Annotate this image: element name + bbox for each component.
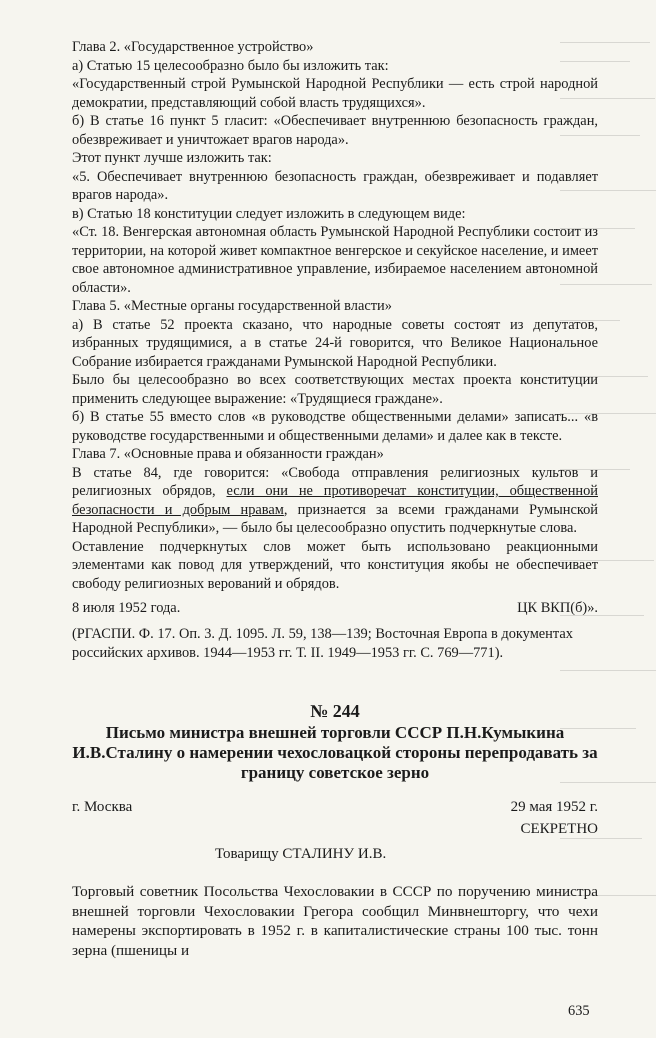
document-number: № 244 (310, 701, 360, 721)
paragraph: «Ст. 18. Венгерская автономная область Румынской Народной Республики состоит из территории, на которой живет компактное венгерское и секуйское население, и имеет свое автономное административное управление, избираемое населением автономной области». (72, 224, 598, 296)
document-date: 29 мая 1952 г. (510, 799, 598, 815)
underlined-phrase: если они не противоречат конституции, общественной безопасности и добрым нравам (72, 483, 598, 518)
paragraph: в) Статью 18 конституции следует изложить в следующем виде: (72, 205, 466, 222)
chapter-2-heading: Глава 2. «Государственное устройство» (72, 39, 314, 55)
paragraph: б) В статье 16 пункт 5 гласит: «Обеспечивает внутреннюю безопасность граждан, обезвреживает и уничтожает врагов народа». (72, 113, 598, 148)
page-number: 635 (568, 1003, 590, 1019)
classification-stamp: СЕКРЕТНО (520, 821, 598, 837)
paragraph: а) Статью 15 целесообразно было бы изложить так: (72, 57, 389, 74)
closing-date: 8 июля 1952 года. (72, 600, 181, 616)
chapter-5-heading: Глава 5. «Местные органы государственной власти» (72, 298, 392, 314)
paragraph: а) В статье 52 проекта сказано, что народные советы состоят из депутатов, избранных трудящимися, а в статье 24-й говорится, что Великое Национальное Собрание избирается гражданами Румынской Народной Республики. (72, 316, 598, 370)
archive-source-reference: (РГАСПИ. Ф. 17. Оп. 3. Д. 1095. Л. 59, 138—139; Восточная Европа в документах российских архивов. 1944—1953 гг. Т. II. 1949—1953 гг. С. 769—771). (72, 626, 573, 661)
document-place: г. Москва (72, 799, 133, 815)
paragraph: Этот пункт лучше изложить так: (72, 150, 272, 166)
chapter-7-heading: Глава 7. «Основные права и обязанности граждан» (72, 446, 384, 462)
paragraph: «Государственный строй Румынской Народной Республики — есть строй народной демократии, представляющий собой власть трудящихся». (72, 76, 598, 111)
article-84-text-end: , признается за всеми гражданами Румынской Народной Республики», — было бы целесообразно опустить подчеркнутые слова. (72, 501, 598, 536)
preceding-document-text (72, 38, 598, 593)
paragraph: б) В статье 55 вместо слов «в руководстве общественными делами» записать... «в руководстве государственными и общественными делами» и далее как в тексте. (72, 409, 598, 444)
addressee: Товарищу СТАЛИНУ И.В. (215, 846, 387, 862)
paragraph: Было бы целесообразно во всех соответствующих местах проекта конституции применить следующее выражение: «Трудящиеся граждане». (72, 372, 598, 407)
document-title: Письмо министра внешней торговли СССР П.Н.Кумыкина И.В.Сталину о намерении чехословацкой стороны перепродавать за границу советское зерно (72, 723, 598, 782)
article-84-paragraph (72, 464, 598, 538)
closing-signature: ЦК ВКП(б)». (517, 600, 598, 616)
letter-body: Торговый советник Посольства Чехословакии в СССР по поручению министра внешней торговли Чехословакии Грегора сообщил Минвнешторгу, что чехи намерены экспортировать в 1952 г. в капиталистические страны 100 тыс. тонн зерна (пшеницы и (72, 883, 598, 959)
remark-paragraph: Оставление подчеркнутых слов может быть использовано реакционными элементами как повод для утверждений, что конституция якобы не обеспечивает свободу религиозных верований и обрядов. (72, 538, 598, 592)
article-84-text: В статье 84, где говорится: «Свобода отправления религиозных культов и религиозных обрядов, (72, 464, 598, 499)
paragraph: «5. Обеспечивает внутреннюю безопасность граждан, обезвреживает и подавляет врагов народа». (72, 168, 598, 203)
